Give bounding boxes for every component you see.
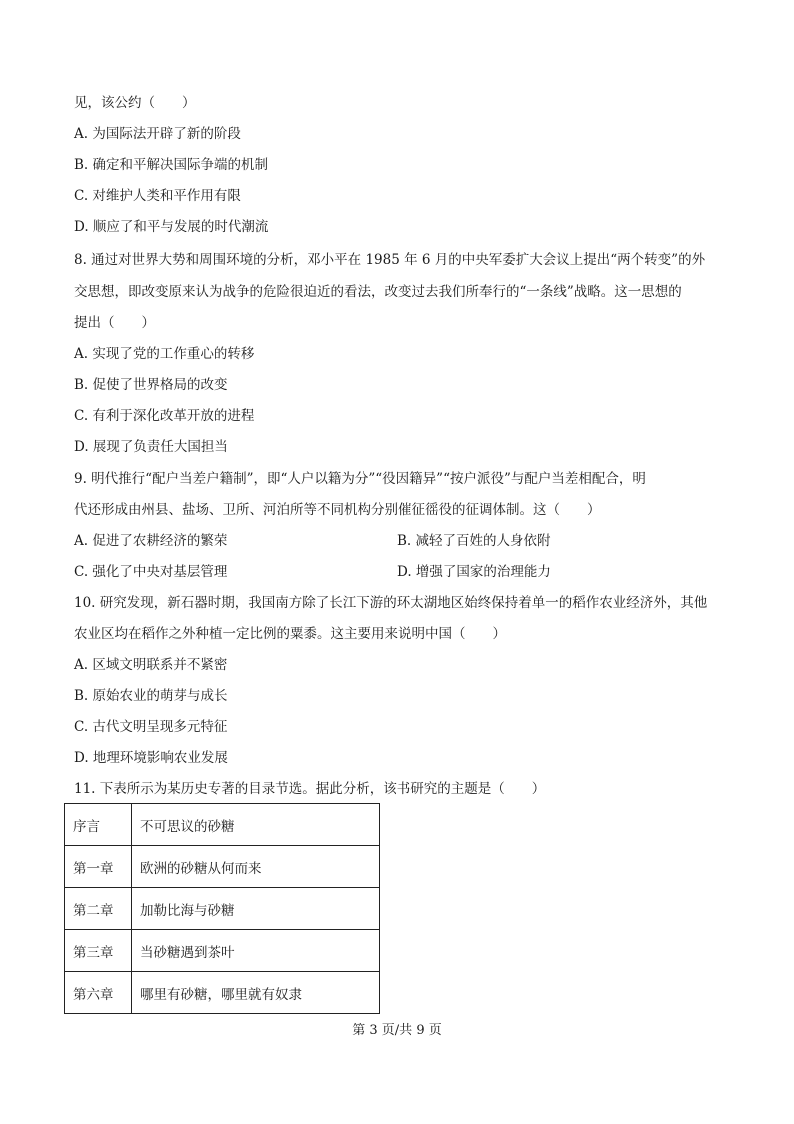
- q8-stem-line-3: 提出（ ）: [74, 315, 155, 331]
- q7-option-b: B. 确定和平解决国际争端的机制: [74, 157, 269, 173]
- toc-title-cell: 不可思议的砂糖: [132, 804, 380, 846]
- q10-stem-line-2: 农业区均在稻作之外种植一定比例的粟黍。这主要用来说明中国（ ）: [74, 626, 506, 642]
- table-row: [65, 846, 380, 888]
- toc-title-cell: 加勒比海与砂糖: [132, 888, 380, 930]
- table-of-contents: [64, 803, 380, 1014]
- page-number-footer: 第 3 页/共 9 页: [352, 1023, 442, 1038]
- q8-option-b: B. 促使了世界格局的改变: [74, 377, 228, 393]
- q7-option-d: D. 顺应了和平与发展的时代潮流: [74, 219, 269, 235]
- q7-option-c: C. 对维护人类和平作用有限: [74, 188, 241, 204]
- table-row: [65, 804, 380, 846]
- toc-chapter-cell: 第一章: [65, 846, 132, 888]
- q9-stem-line-1: 9. 明代推行“配户当差户籍制”，即“人户以籍为分”“役因籍异”“按户派役”与配户当差相配合，明: [74, 471, 646, 487]
- q10-option-d: D. 地理环境影响农业发展: [74, 750, 228, 766]
- table-row: [65, 930, 380, 972]
- q8-option-d: D. 展现了负责任大国担当: [74, 439, 228, 455]
- q10-option-c: C. 古代文明呈现多元特征: [74, 719, 228, 735]
- q10-option-a: A. 区域文明联系并不紧密: [74, 657, 228, 673]
- q11-stem: 11. 下表所示为某历史专著的目录节选。据此分析，该书研究的主题是（ ）: [74, 781, 546, 797]
- toc-chapter-cell: 第二章: [65, 888, 132, 930]
- q9-option-c: C. 强化了中央对基层管理: [74, 564, 228, 580]
- table-row: [65, 888, 380, 930]
- toc-chapter-cell: 第三章: [65, 930, 132, 972]
- q8-stem-line-2: 交思想，即改变原来认为战争的危险很迫近的看法，改变过去我们所奉行的“一条线”战略。这一思想的: [74, 284, 682, 300]
- q8-option-a: A. 实现了党的工作重心的转移: [74, 346, 255, 362]
- toc-title-cell: 哪里有砂糖，哪里就有奴隶: [132, 972, 380, 1014]
- q7-stem-end: 见，该公约（ ）: [74, 95, 196, 111]
- q8-stem-line-1: 8. 通过对世界大势和周围环境的分析，邓小平在 1985 年 6 月的中央军委扩大会议上提出“两个转变”的外: [74, 252, 706, 268]
- q9-stem-line-2: 代还形成由州县、盐场、卫所、河泊所等不同机构分别催征徭役的征调体制。这（ ）: [74, 502, 601, 518]
- q9-option-b: B. 减轻了百姓的人身依附: [397, 533, 551, 549]
- toc-title-cell: 当砂糖遇到茶叶: [132, 930, 380, 972]
- q10-option-b: B. 原始农业的萌芽与成长: [74, 688, 228, 704]
- toc-chapter-cell: 序言: [65, 804, 132, 846]
- toc-title-cell: 欧洲的砂糖从何而来: [132, 846, 380, 888]
- q7-option-a: A. 为国际法开辟了新的阶段: [74, 126, 241, 142]
- table-row: [65, 972, 380, 1014]
- toc-chapter-cell: 第六章: [65, 972, 132, 1014]
- q10-stem-line-1: 10. 研究发现，新石器时期，我国南方除了长江下游的环太湖地区始终保持着单一的稻作农业经济外，其他: [74, 595, 708, 611]
- q9-option-a: A. 促进了农耕经济的繁荣: [74, 533, 228, 549]
- q8-option-c: C. 有利于深化改革开放的进程: [74, 408, 255, 424]
- q9-option-d: D. 增强了国家的治理能力: [397, 564, 551, 580]
